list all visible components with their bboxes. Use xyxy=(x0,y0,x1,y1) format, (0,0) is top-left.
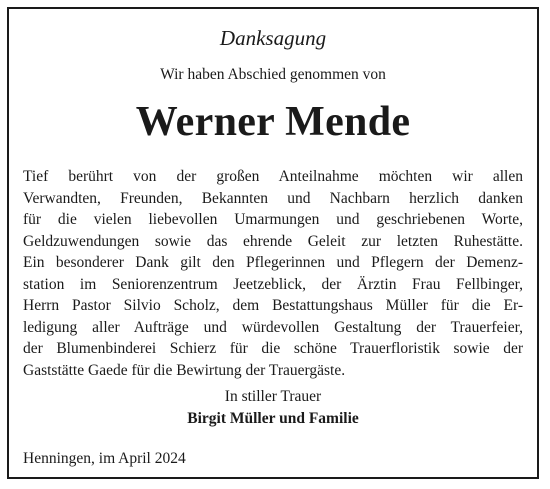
place-and-date: Henningen, im April 2024 xyxy=(23,450,186,467)
notice-heading: Danksagung xyxy=(219,26,327,50)
text-line: Herrn Pastor Silvio Scholz, dem Bestattungshaus Müller für die Er- xyxy=(23,297,523,314)
signatories: Birgit Müller und Familie xyxy=(187,410,359,427)
text-line: Tief berührt von der großen Anteilnahme möchten wir allen xyxy=(23,168,523,185)
intro-line: Wir haben Abschied genommen von xyxy=(160,66,386,83)
thank-you-text xyxy=(23,166,523,381)
mourning-line: In stiller Trauer xyxy=(224,388,322,405)
text-line: für die vielen liebevollen Umarmungen und geschriebenen Worte, xyxy=(23,211,523,228)
text-line: Verwandten, Freunden, Bekannten und Nachbarn herzlich danken xyxy=(23,189,523,207)
obituary-notice xyxy=(7,7,539,479)
text-line: station im Seniorenzentrum Jeetzeblick, der Ärztin Frau Fellbinger, xyxy=(23,275,523,293)
text-line: Ein besonderer Dank gilt den Pflegerinnen und Pflegern der Demenz- xyxy=(23,254,523,271)
text-line: Gaststätte Gaede für die Bewirtung der Trauergäste. xyxy=(23,361,346,379)
text-line: ledigung aller Aufträge und würdevollen Gestaltung der Trauerfeier, xyxy=(23,318,523,336)
deceased-name: Werner Mende xyxy=(135,99,411,145)
text-line: der Blumenbinderei Schierz für die schöne Trauerfloristik sowie der xyxy=(23,340,523,357)
text-line: Geldzuwendungen sowie das ehrende Geleit zur letzten Ruhestätte. xyxy=(23,232,523,250)
